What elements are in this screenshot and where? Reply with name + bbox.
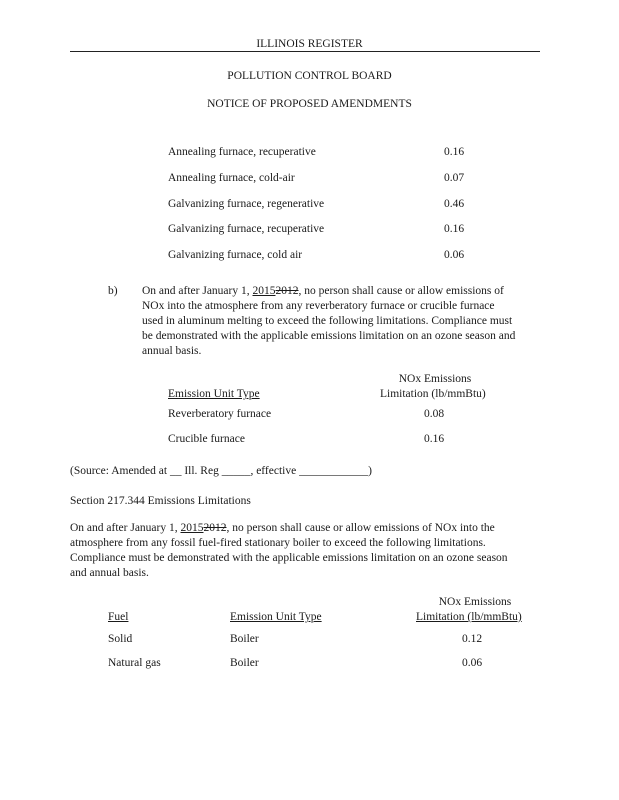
table-344-col1-header: Fuel xyxy=(108,611,129,623)
section-344-intro: On and after January 1, xyxy=(70,522,181,534)
inserted-year: 2015 xyxy=(180,522,204,534)
table-344-header-line1: NOx Emissions xyxy=(438,596,512,608)
furnace-row-label: Galvanizing furnace, recuperative xyxy=(168,223,325,235)
table-b-row-value: 0.08 xyxy=(424,408,445,420)
table-b-row-value: 0.16 xyxy=(424,433,445,445)
section-344-line3: Compliance must be demonstrated with the applicable emissions limitation on an ozone season xyxy=(70,552,508,564)
furnace-row-label: Annealing furnace, cold-air xyxy=(168,172,295,184)
furnace-row-value: 0.07 xyxy=(444,172,465,184)
table-344-col2-header: Emission Unit Type xyxy=(230,611,322,623)
furnace-row-value: 0.46 xyxy=(444,198,465,210)
section-344-line1-rest: , no person shall cause or allow emissions of NOx into the xyxy=(226,522,495,534)
furnace-row-value: 0.16 xyxy=(444,223,465,235)
section-344-line1 xyxy=(70,522,495,534)
deleted-year: 2012 xyxy=(203,522,227,534)
furnace-row-label: Galvanizing furnace, cold air xyxy=(168,249,303,261)
furnace-row-value: 0.06 xyxy=(444,249,465,261)
subsection-letter: b) xyxy=(108,285,118,297)
section-b-line3: used in aluminum melting to exceed the following limitations. Compliance must xyxy=(142,315,513,327)
header-rule xyxy=(70,51,540,52)
furnace-row-label: Annealing furnace, recuperative xyxy=(168,146,316,158)
section-344-line2: atmosphere from any fossil fuel-fired stationary boiler to exceed the following limitations. xyxy=(70,537,486,549)
table-344-row-fuel: Solid xyxy=(108,633,133,645)
table-344-row-value: 0.12 xyxy=(462,633,483,645)
table-b-row-label: Reverberatory furnace xyxy=(168,408,272,420)
section-b-line2: NOx into the atmosphere from any reverberatory furnace or crucible furnace xyxy=(142,300,495,312)
furnace-row-value: 0.16 xyxy=(444,146,465,158)
board-title: POLLUTION CONTROL BOARD xyxy=(227,70,392,82)
notice-title: NOTICE OF PROPOSED AMENDMENTS xyxy=(207,98,412,110)
table-b-header-line2: Limitation (lb/mmBtu) xyxy=(380,388,486,400)
inserted-year: 2015 xyxy=(252,285,276,297)
section-344-title: Section 217.344 Emissions Limitations xyxy=(70,495,251,507)
table-b-header-line1: NOx Emissions xyxy=(398,373,472,385)
deleted-year: 2012 xyxy=(275,285,299,297)
table-344-row-value: 0.06 xyxy=(462,657,483,669)
register-title: ILLINOIS REGISTER xyxy=(256,38,363,50)
section-344-line4: and annual basis. xyxy=(70,567,149,579)
furnace-row-label: Galvanizing furnace, regenerative xyxy=(168,198,325,210)
section-b-line4: be demonstrated with the applicable emissions limitation on an ozone season and xyxy=(142,330,516,342)
table-344-row-fuel: Natural gas xyxy=(108,657,161,669)
table-b-row-label: Crucible furnace xyxy=(168,433,245,445)
section-b-line1 xyxy=(142,285,504,297)
section-b-intro: On and after January 1, xyxy=(142,285,253,297)
section-b-line1-rest: , no person shall cause or allow emissions of xyxy=(298,285,504,297)
source-note: (Source: Amended at __ Ill. Reg _____, effective ____________) xyxy=(70,465,372,477)
table-344-row-type: Boiler xyxy=(230,633,259,645)
table-344-row-type: Boiler xyxy=(230,657,259,669)
table-344-header-line2: Limitation (lb/mmBtu) xyxy=(416,611,522,623)
section-b-line5: annual basis. xyxy=(142,345,202,357)
table-b-col1-header: Emission Unit Type xyxy=(168,388,260,400)
